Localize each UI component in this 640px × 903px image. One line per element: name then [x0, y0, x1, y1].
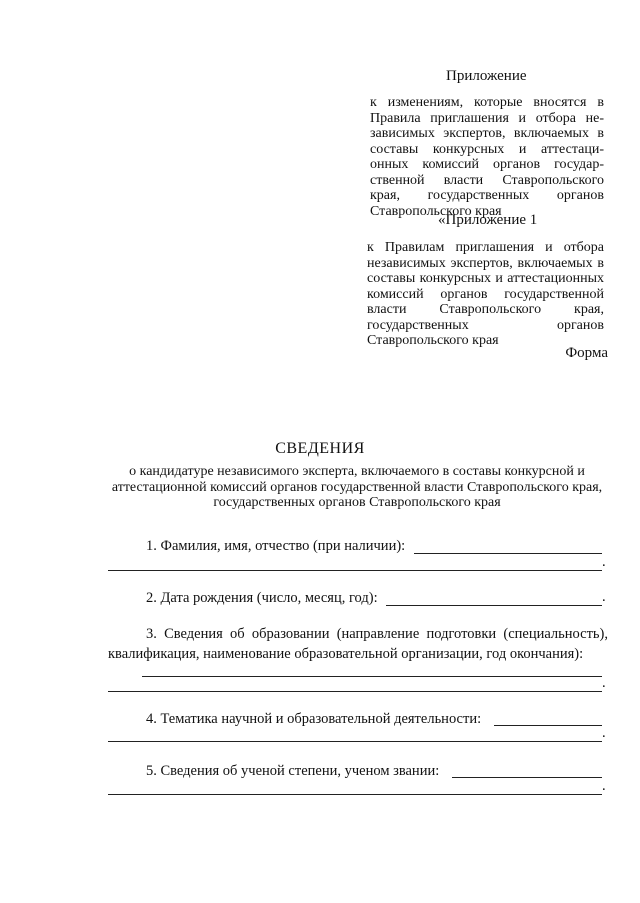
appendix-note: к изменениям, которые вносятся в Правила приглашения и отбора независимых экспертов, включаемых в составы конкурсных и аттестационных комиссий органов государственной власти Ставропольского края, государственных органов Ставропольского края: [370, 95, 604, 219]
field-birth-date-label: 2. Дата рождения (число, месяц, год):: [146, 590, 378, 606]
field-degree: [146, 762, 439, 781]
field-education-input-line-2[interactable]: [108, 691, 602, 692]
field-research-label: 4. Тематика научной и образовательной деятельности:: [146, 711, 482, 727]
field-education-input-line[interactable]: [142, 676, 602, 677]
document-title: СВЕДЕНИЯ: [275, 440, 365, 457]
end-mark: .: [602, 675, 606, 691]
field-full-name: [146, 537, 405, 556]
field-full-name-label: 1. Фамилия, имя, отчество (при наличии):: [146, 538, 406, 554]
field-degree-input-line-2[interactable]: [108, 794, 602, 795]
appendix-title: Приложение: [446, 68, 527, 84]
field-full-name-input-line[interactable]: [414, 553, 602, 554]
field-degree-input-line[interactable]: [452, 777, 602, 778]
end-mark: .: [602, 554, 606, 570]
form-label: Форма: [565, 345, 608, 361]
field-full-name-input-line-2[interactable]: [108, 570, 602, 571]
document-subtitle: о кандидатуре независимого эксперта, включаемого в составы конкурсной и аттестационной комиссий органов государственной власти Ставропольского края, государственных органов Ставропольского края: [111, 464, 603, 510]
field-birth-date: [146, 589, 378, 608]
field-research-input-line[interactable]: [494, 725, 602, 726]
field-research: [146, 710, 481, 729]
appendix1-note: к Правилам приглашения и отбора независимых экспертов, включаемых в составы конкурсных и аттестационных комиссий органов государственной власти Ставропольского края, государственных органов Ставропольского края: [367, 240, 604, 348]
field-degree-label: 5. Сведения об ученой степени, ученом звании:: [146, 763, 440, 779]
field-birth-date-input-line[interactable]: [386, 605, 602, 606]
end-mark: .: [602, 725, 606, 741]
field-education-label: 3. Сведения об образовании (направление подготовки (специальность), квалификация, наименование образовательной организации, год окончания):: [108, 626, 608, 662]
appendix1-title: «Приложение 1: [438, 212, 538, 228]
end-mark: .: [602, 778, 606, 794]
end-mark: .: [602, 589, 606, 605]
field-research-input-line-2[interactable]: [108, 741, 602, 742]
